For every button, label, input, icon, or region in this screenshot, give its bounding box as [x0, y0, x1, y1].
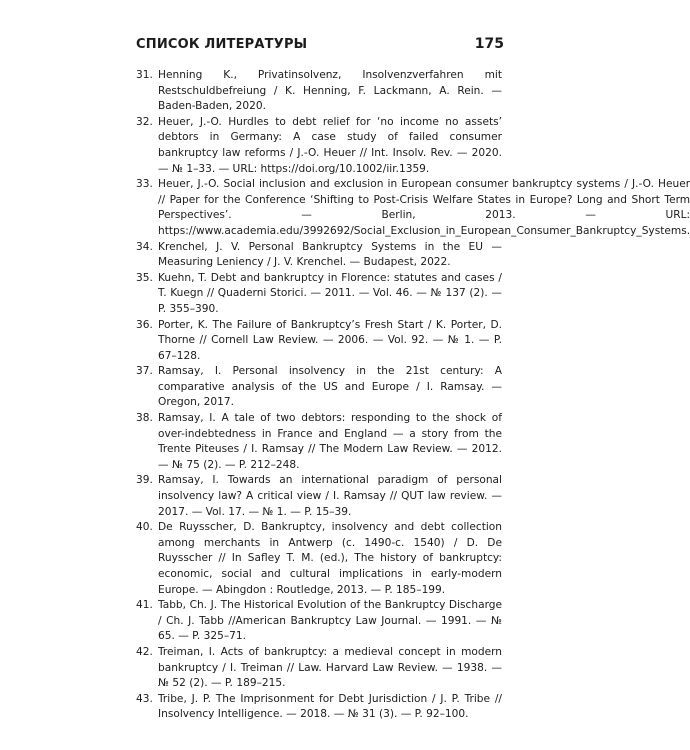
- reference-text: Heuer, J.-O. Social inclusion and exclusion in European consumer bankruptcy systems / J.-O. Heuer // Paper for the Conference ‘Shifting to Post-Crisis Welfare States in Europe? Long and Short Term Perspectives’. — Berlin, 2013. — URL: https://www.academia.edu/3992692/Social_Exclusion_in_European_Consumer_Bankruptcy_Systems.: [158, 178, 690, 237]
- reference-text: Ramsay, I. A tale of two debtors: responding to the shock of over-indebtedness in France and England — a story from the Trente Piteuses / I. Ramsay // The Modern Law Review. — 2012. — № 75 (2). — P. 212–248.: [158, 412, 502, 471]
- reference-item: [136, 520, 502, 598]
- reference-number: 31.: [136, 69, 153, 81]
- reference-number: 41.: [136, 599, 153, 612]
- reference-number: 36.: [136, 318, 153, 331]
- reference-number: 40.: [136, 521, 153, 534]
- page-number: 175: [474, 36, 504, 52]
- page-header: [136, 32, 504, 56]
- reference-item: [136, 598, 502, 645]
- reference-text: Kuehn, T. Debt and bankruptcy in Florence: statutes and cases / T. Kuegn // Quaderni Storici. — 2011. — Vol. 46. — № 137 (2). — P. 355–390.: [158, 271, 502, 315]
- reference-text: Ramsay, I. Towards an international paradigm of personal insolvency law? A critical view / I. Ramsay // QUT law review. — 2017. — Vol. 17. — № 1. — P. 15–39.: [158, 474, 502, 518]
- reference-text: Tabb, Ch. J. The Historical Evolution of the Bankruptcy Discharge / Ch. J. Tabb //American Bankruptcy Law Journal. — 1991. — № 65. — P. 325–71.: [158, 599, 502, 643]
- reference-text: Treiman, I. Acts of bankruptcy: a medieval concept in modern bankruptcy / I. Treiman // Law. Harvard Law Review. — 1938. — № 52 (2). — P. 189–215.: [158, 645, 502, 690]
- reference-number: 33.: [136, 178, 153, 191]
- reference-item: [136, 240, 502, 271]
- reference-text: Heuer, J.-O. Hurdles to debt relief for ‘no income no assets’ debtors in Germany: A case study of failed consumer bankruptcy law reforms / J.-O. Heuer // Int. Insolv. Rev. — 2020. — № 1–33. — URL: https://doi.org/10.1002/iir.1359.: [158, 115, 502, 175]
- reference-item: [136, 645, 502, 692]
- running-head: СПИСОК ЛИТЕРАТУРЫ: [136, 36, 308, 52]
- reference-number: 38.: [136, 412, 153, 425]
- reference-number: 34.: [136, 240, 153, 253]
- reference-number: 42.: [136, 645, 153, 658]
- reference-item: [136, 68, 502, 115]
- reference-item: [136, 115, 502, 177]
- reference-number: 32.: [136, 115, 153, 128]
- reference-text: Krenchel, J. V. Personal Bankruptcy Systems in the EU — Measuring Leniency / J. V. Krenchel. — Budapest, 2022.: [158, 240, 502, 269]
- reference-item: [136, 692, 502, 723]
- reference-text: De Ruysscher, D. Bankruptcy, insolvency and debt collection among merchants in Antwerp (c. 1490-c. 1540) / D. De Ruysscher // In Safley T. M. (ed.), The history of bankruptcy: economic, social and cultural implications in early-modern Europe. — Abingdon : Routledge, 2013. — P. 185–199.: [158, 521, 502, 596]
- reference-number: 37.: [136, 365, 153, 378]
- reference-text: Henning K., Privatinsolvenz, Insolvenzverfahren mit Restschuldbefreiung / K. Henning, F. Lackmann, A. Rein. — Baden-Baden, 2020.: [158, 69, 502, 113]
- reference-item: [136, 473, 502, 520]
- reference-number: 39.: [136, 474, 153, 487]
- reference-text: Ramsay, I. Personal insolvency in the 21st century: A comparative analysis of the US and Europe / I. Ramsay. — Oregon, 2017.: [158, 365, 502, 409]
- reference-list: [136, 68, 690, 723]
- reference-item: [136, 318, 502, 365]
- reference-item: [136, 177, 690, 239]
- reference-number: 43.: [136, 692, 153, 705]
- reference-text: Porter, K. The Failure of Bankruptcy’s Fresh Start / K. Porter, D. Thorne // Cornell Law Review. — 2006. — Vol. 92. — № 1. — P. 67–128.: [158, 318, 502, 362]
- reference-item: [136, 364, 502, 411]
- reference-text: Tribe, J. P. The Imprisonment for Debt Jurisdiction / J. P. Tribe // Insolvency Intelligence. — 2018. — № 31 (3). — P. 92–100.: [158, 692, 502, 721]
- reference-item: [136, 271, 502, 318]
- reference-item: [136, 411, 502, 473]
- reference-number: 35.: [136, 271, 153, 284]
